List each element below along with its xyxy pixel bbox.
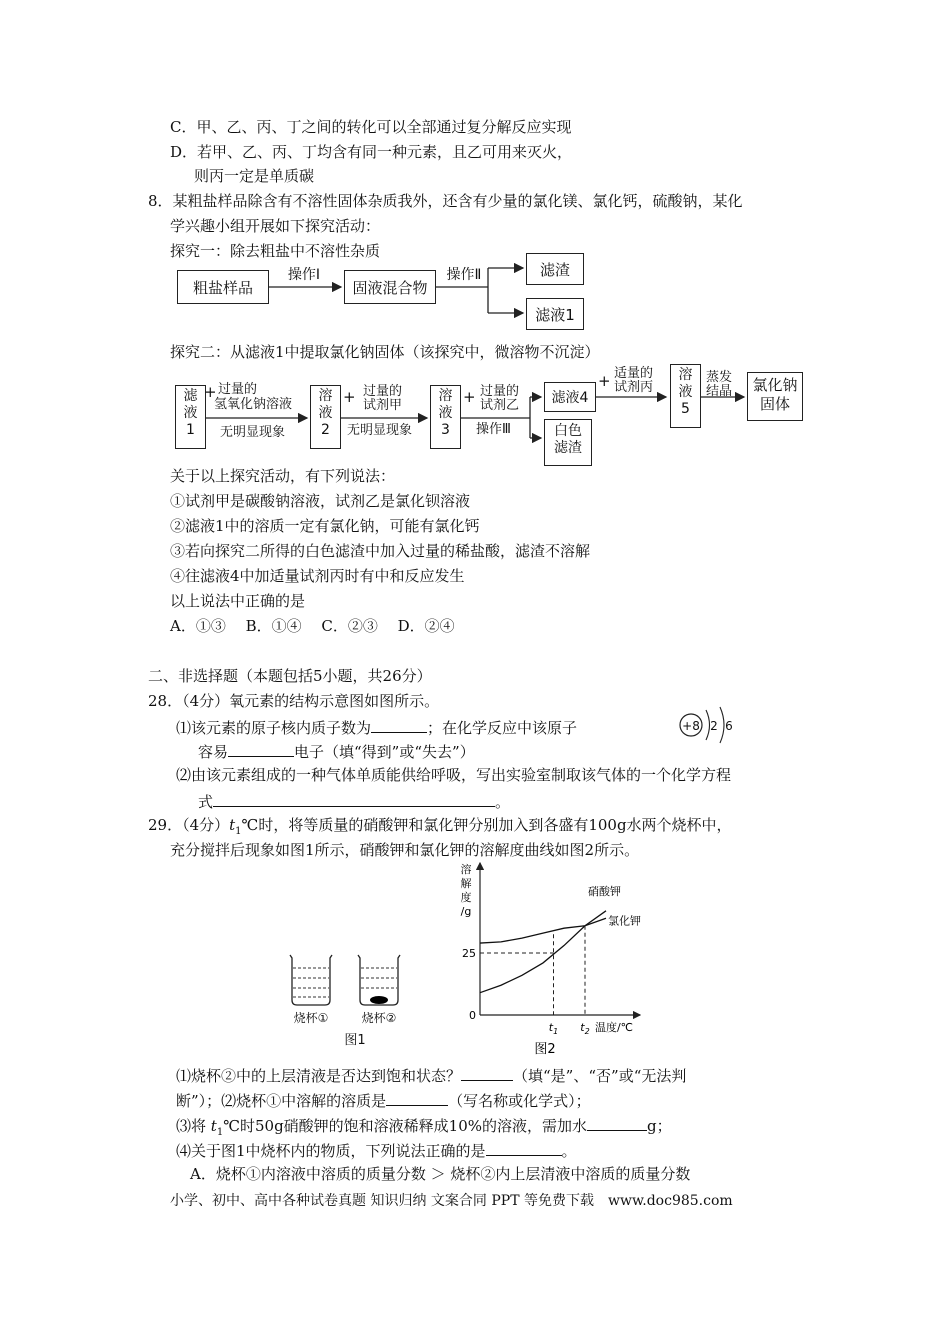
beaker-1: [290, 955, 332, 1005]
reagent-3-line1: 过量的: [480, 384, 520, 399]
q28-part2-line2: 式 。: [198, 790, 510, 812]
box-white-precipitate: 白色 滤渣: [544, 419, 592, 466]
box-nacl-solid: 氯化钠 固体: [747, 372, 803, 421]
blank-electron-behavior[interactable]: [228, 740, 294, 757]
section-2-title: 二、非选择题（本题包括5小题，共26分）: [148, 667, 432, 685]
box-crude-salt: 粗盐样品: [177, 270, 269, 304]
plus-sign-3: +: [463, 388, 476, 406]
box-filtrate-1: 滤 液 1: [175, 385, 206, 449]
label-op2: 操作Ⅱ: [446, 267, 482, 283]
shell-2-electrons: 6: [725, 719, 733, 733]
box-mixture: 固液混合物: [344, 270, 436, 304]
plus-sign-1: +: [204, 383, 217, 401]
q8-statement-2: ②滤液1中的溶质一定有氯化钠，可能有氯化钙: [170, 517, 480, 535]
blank-water-mass[interactable]: [587, 1114, 647, 1131]
y-tick-25: 25: [462, 947, 476, 960]
reagent-1-line1: 过量的: [218, 382, 258, 397]
blank-correct-option[interactable]: [486, 1139, 562, 1156]
figure-1-caption: 图1: [344, 1033, 366, 1048]
reagent-4-line1: 适量的: [614, 366, 654, 381]
x-tick-t1: [549, 1021, 558, 1036]
series-label-2: 氯化钾: [608, 914, 641, 928]
blank-chemical-equation[interactable]: [213, 790, 495, 807]
box-solution-5: 溶 液 5: [670, 364, 701, 428]
flowchart-1-arrows: [0, 0, 950, 340]
q8-statement-3: ③若向探究二所得的白色滤渣中加入过量的稀盐酸，滤渣不溶解: [170, 542, 591, 560]
y-label-char: 溶: [460, 863, 472, 876]
evaporate-line2: 结晶: [706, 384, 733, 399]
series-line-1: [480, 911, 606, 993]
reagent-4-line2: 试剂丙: [614, 380, 654, 395]
plus-sign-2: +: [343, 388, 356, 406]
q29-stem-line2: 充分搅拌后现象如图1所示，硝酸钾和氯化钾的溶解度曲线如图2所示。: [170, 841, 640, 859]
oxygen-atom-diagram: [670, 700, 750, 750]
q7-option-d-line2: 则丙一定是单质碳: [194, 167, 315, 185]
note-2: 无明显现象: [347, 423, 413, 438]
q29-part4: ⑷关于图1中烧杯内的物质，下列说法正确的是 。: [176, 1139, 577, 1161]
footer-text: 小学、初中、高中各种试卷真题 知识归纳 文案合同 PPT 等免费下载 www.doc985.com: [170, 1193, 733, 1209]
beaker-2: [358, 955, 400, 1005]
box-solution-2: 溶 液 2: [310, 385, 341, 449]
shell-arc-2: [720, 707, 724, 743]
blank-solute[interactable]: [386, 1089, 448, 1106]
q28-part1-line1: ⑴该元素的原子核内质子数为 ；在化学反应中该原子: [176, 716, 577, 738]
shell-arc-1: [706, 710, 710, 740]
q7-option-d-line1: D．若甲、乙、丙、丁均含有同一种元素，且乙可用来灭火，: [170, 143, 573, 161]
x-tick-label: $t_2$: [580, 1021, 590, 1036]
x-tick-t2: [580, 1021, 589, 1036]
series-line-2: [480, 918, 606, 943]
q8-explore2-title: 探究二：从滤液1中提取氯化钠固体（该探究中，微溶物不沉淀）: [170, 343, 600, 361]
figure-1-beakers: [280, 950, 410, 1050]
y-tick-0: 0: [469, 1009, 476, 1022]
q8-statement-4: ④往滤液4中加适量试剂丙时有中和反应发生: [170, 567, 465, 585]
x-axis-label: 温度/℃: [594, 1021, 634, 1034]
figure-2-solubility-chart: [440, 855, 660, 1055]
q8-stem-line2: 学兴趣小组开展如下探究活动：: [170, 217, 381, 235]
blank-saturated[interactable]: [461, 1064, 513, 1081]
q28-part1-line2: 容易 电子（填“得到”或“失去”）: [198, 740, 475, 762]
flowchart-2-arrows: [0, 360, 950, 470]
reagent-1-line2: 氢氧化钠溶液: [214, 397, 293, 412]
nucleus-charge: +8: [682, 719, 700, 733]
y-label-char: 度: [460, 891, 472, 904]
q28-part2-line1: ⑵由该元素组成的一种气体单质能供给呼吸，写出实验室制取该气体的一个化学方程: [176, 766, 732, 784]
shell-1-electrons: 2: [710, 719, 718, 733]
label-op3: 操作Ⅲ: [476, 422, 511, 437]
q29-stem-line1: 29．（4分）$t_1℃$时，将等质量的硝酸钾和氯化钾分别加入到各盛有100g水两个烧杯中，: [148, 816, 732, 837]
reagent-2-line2: 试剂甲: [363, 398, 403, 413]
evaporate-line1: 蒸发: [706, 370, 733, 385]
series-label-1: 硝酸钾: [588, 884, 621, 898]
y-axis-label: [461, 862, 472, 918]
q29-part1-line1: ⑴烧杯②中的上层清液是否达到饱和状态？ （填“是”、“否”或“无法判: [176, 1064, 686, 1086]
label-op1: 操作Ⅰ: [287, 267, 321, 283]
beaker-2-label: 烧杯②: [361, 1011, 397, 1025]
q8-stem-line1: 8．某粗盐样品除含有不溶性固体杂质我外，还含有少量的氯化镁、氯化钙，硫酸钠，某化: [148, 192, 743, 210]
q8-options: A．①③ B．①④ C．②③ D．②④: [170, 617, 455, 635]
box-filtrate1: 滤液1: [526, 298, 584, 330]
plus-sign-4: +: [598, 372, 611, 390]
q8-intro: 关于以上探究活动，有下列说法：: [170, 467, 396, 485]
reagent-3-line2: 试剂乙: [480, 398, 520, 413]
box-solution-3: 溶 液 3: [430, 385, 461, 449]
q8-explore1-title: 探究一：除去粗盐中不溶性杂质: [170, 242, 381, 260]
x-tick-label: $t_1$: [548, 1021, 559, 1036]
figure-2-caption: 图2: [534, 1042, 556, 1055]
solubility-curves: [480, 884, 641, 993]
box-residue: 滤渣: [526, 253, 584, 285]
beaker-1-label: 烧杯①: [293, 1011, 329, 1025]
q29-part1-line2: 断”）；⑵烧杯①中溶解的溶质是 （写名称或化学式）；: [176, 1089, 591, 1111]
undissolved-solid: [370, 996, 388, 1004]
q8-statement-1: ①试剂甲是碳酸钠溶液，试剂乙是氯化钡溶液: [170, 492, 471, 510]
q7-option-c: C．甲、乙、丙、丁之间的转化可以全部通过复分解反应实现: [170, 118, 572, 136]
q29-option-a: A．烧杯①内溶液中溶质的质量分数 ＞ 烧杯②内上层清液中溶质的质量分数: [190, 1165, 691, 1183]
note-1: 无明显现象: [220, 425, 286, 440]
blank-proton-number[interactable]: [371, 716, 427, 733]
reagent-2-line1: 过量的: [363, 384, 403, 399]
q8-question: 以上说法中正确的是: [170, 592, 306, 610]
dashed-guides: [480, 926, 585, 1015]
y-label-char: /g: [460, 905, 472, 918]
q29-part3: ⑶将 $t_1℃$时50g硝酸钾的饱和溶液稀释成10%的溶液，需加水 g；: [176, 1114, 672, 1143]
y-label-char: 解: [460, 877, 472, 890]
q28-stem: 28．（4分）氧元素的结构示意图如图所示。: [148, 692, 440, 710]
box-filtrate-4: 滤液4: [544, 382, 596, 412]
